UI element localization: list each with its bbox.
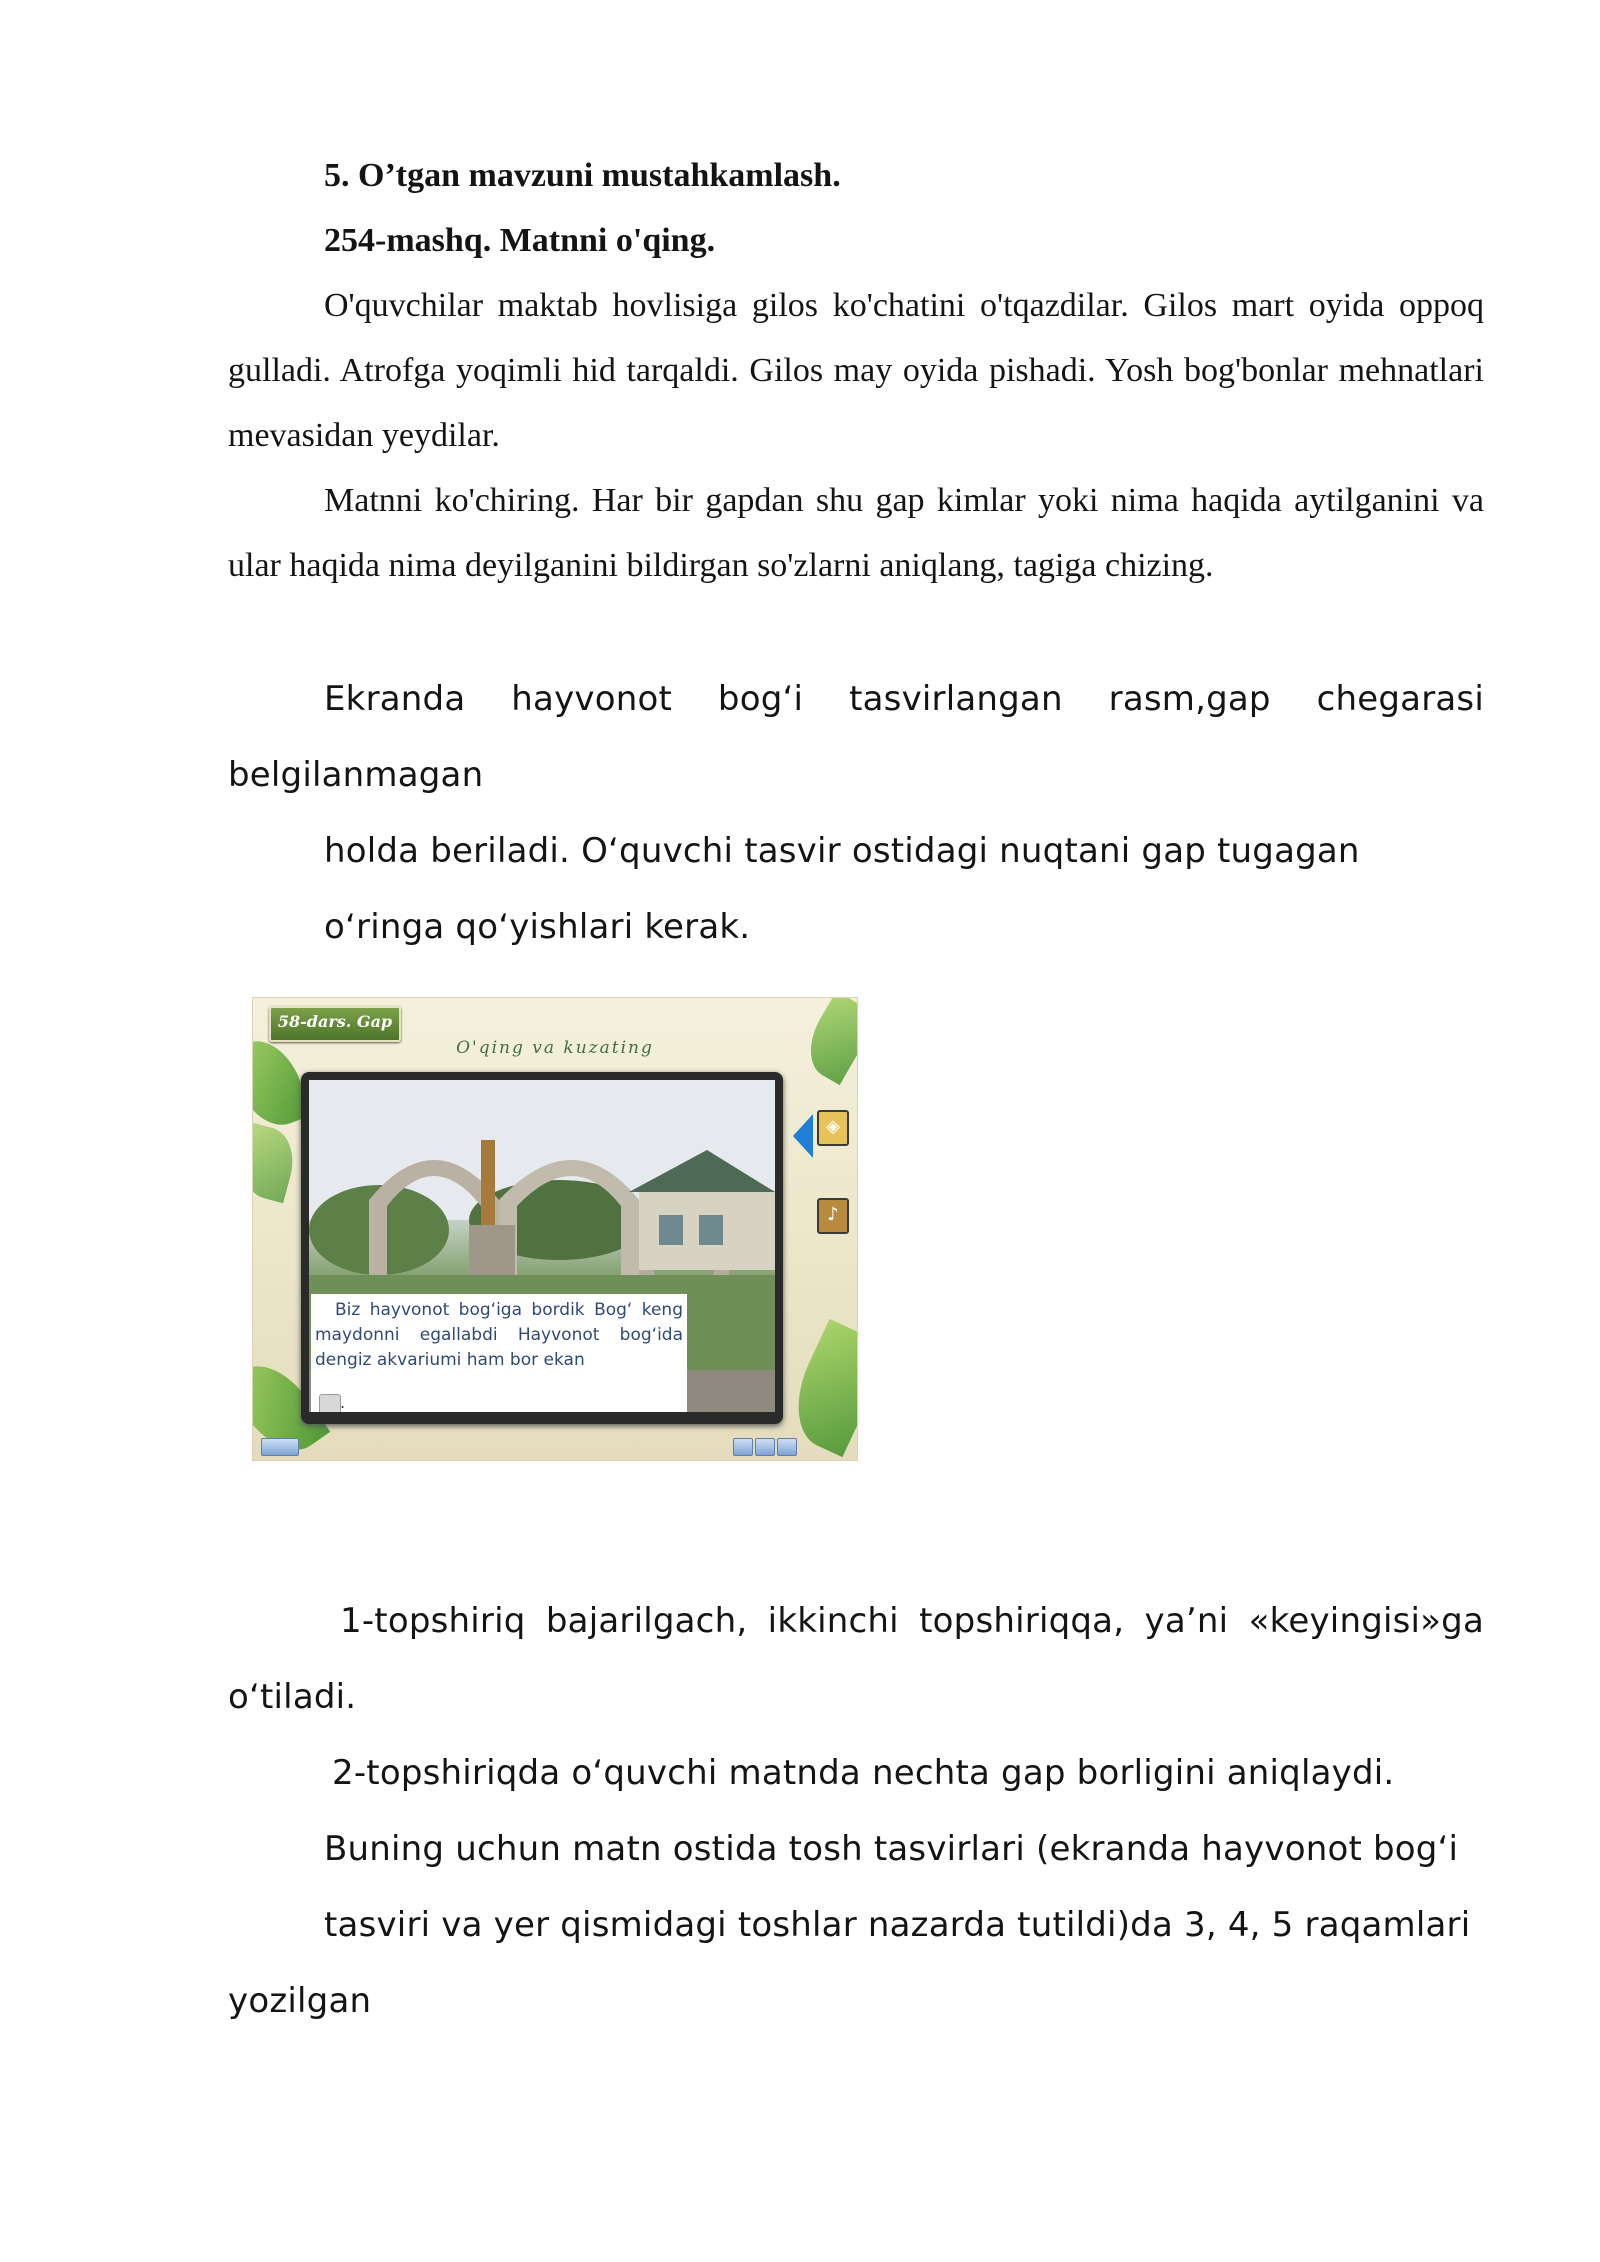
unpunctuated-text: Biz hayvonot bog‘iga bordik Bog‘ keng maydonni egallabdi Hayvonot bog‘ida dengiz akvariumi ham bor ekan xyxy=(315,1300,683,1370)
instruction-line-2: tasviri va yer qismidagi toshlar nazarda tutildi)da 3, 4, 5 raqamlari xyxy=(324,1905,1471,1945)
photo-frame xyxy=(301,1072,783,1424)
description-line-2: holda beriladi. O‘quvchi tasvir ostidagi nuqtani gap tugagan xyxy=(324,831,1360,871)
paragraph-task: Matnni ko'chiring. Har bir gapdan shu gap kimlar yoki nima haqida aytilganini va ular haqida nima deyilganini bildirgan so'zlarni aniqlang, tagiga chizing. xyxy=(228,482,1484,584)
exercise-instruction: Matnni o'qing. xyxy=(499,222,716,259)
zoo-photo xyxy=(309,1080,775,1412)
microphone-icon[interactable]: ♪ xyxy=(817,1198,849,1234)
period-dot-button[interactable]: . xyxy=(319,1394,341,1412)
shield-icon[interactable]: ◈ xyxy=(817,1110,849,1146)
instruction-line-3: yozilgan xyxy=(228,1981,372,2021)
lesson-badge: 58-dars. Gap xyxy=(269,1006,401,1042)
task2-note: 2-topshiriqda o‘quvchi matnda nechta gap borligini aniqlaydi. xyxy=(332,1753,1395,1793)
screen-subtitle: O'qing va kuzating xyxy=(456,1038,654,1058)
arrow-left-icon[interactable] xyxy=(793,1114,813,1158)
sentence-text-box[interactable] xyxy=(311,1294,687,1412)
leaf-decoration xyxy=(779,1319,858,1457)
instruction-line-1: Buning uchun matn ostida tosh tasvirlari (ekranda hayvonot bog‘i xyxy=(324,1829,1459,1869)
lesson-screenshot xyxy=(252,997,858,1461)
menu-button[interactable] xyxy=(261,1438,299,1456)
description-line-3: o‘ringa qo‘yishlari kerak. xyxy=(324,907,751,947)
task1-note: 1-topshiriq bajarilgach, ikkinchi topshiriqqa, ya’ni «keyingisi»ga o‘tiladi. xyxy=(228,1601,1484,1717)
exercise-title xyxy=(324,208,715,273)
help-button[interactable] xyxy=(733,1438,753,1456)
section-heading: 5. O’tgan mavzuni mustahkamlash. xyxy=(324,157,841,194)
exercise-number: 254-mashq. xyxy=(324,222,492,259)
paragraph-cherry: O'quvchilar maktab hovlisiga gilos ko'chatini o'tqazdilar. Gilos mart oyida oppoq gulladi. Atrofga yoqimli hid tarqaldi. Gilos may oyida pishadi. Yosh bog'bonlar mehnatlari mevasidan yeydilar. xyxy=(228,287,1484,454)
next-button[interactable] xyxy=(777,1438,797,1456)
description-line-1: Ekranda hayvonot bog‘i tasvirlangan rasm,gap chegarasi belgilanmagan xyxy=(228,679,1484,795)
leaf-decoration xyxy=(252,1123,301,1204)
prev-button[interactable] xyxy=(755,1438,775,1456)
